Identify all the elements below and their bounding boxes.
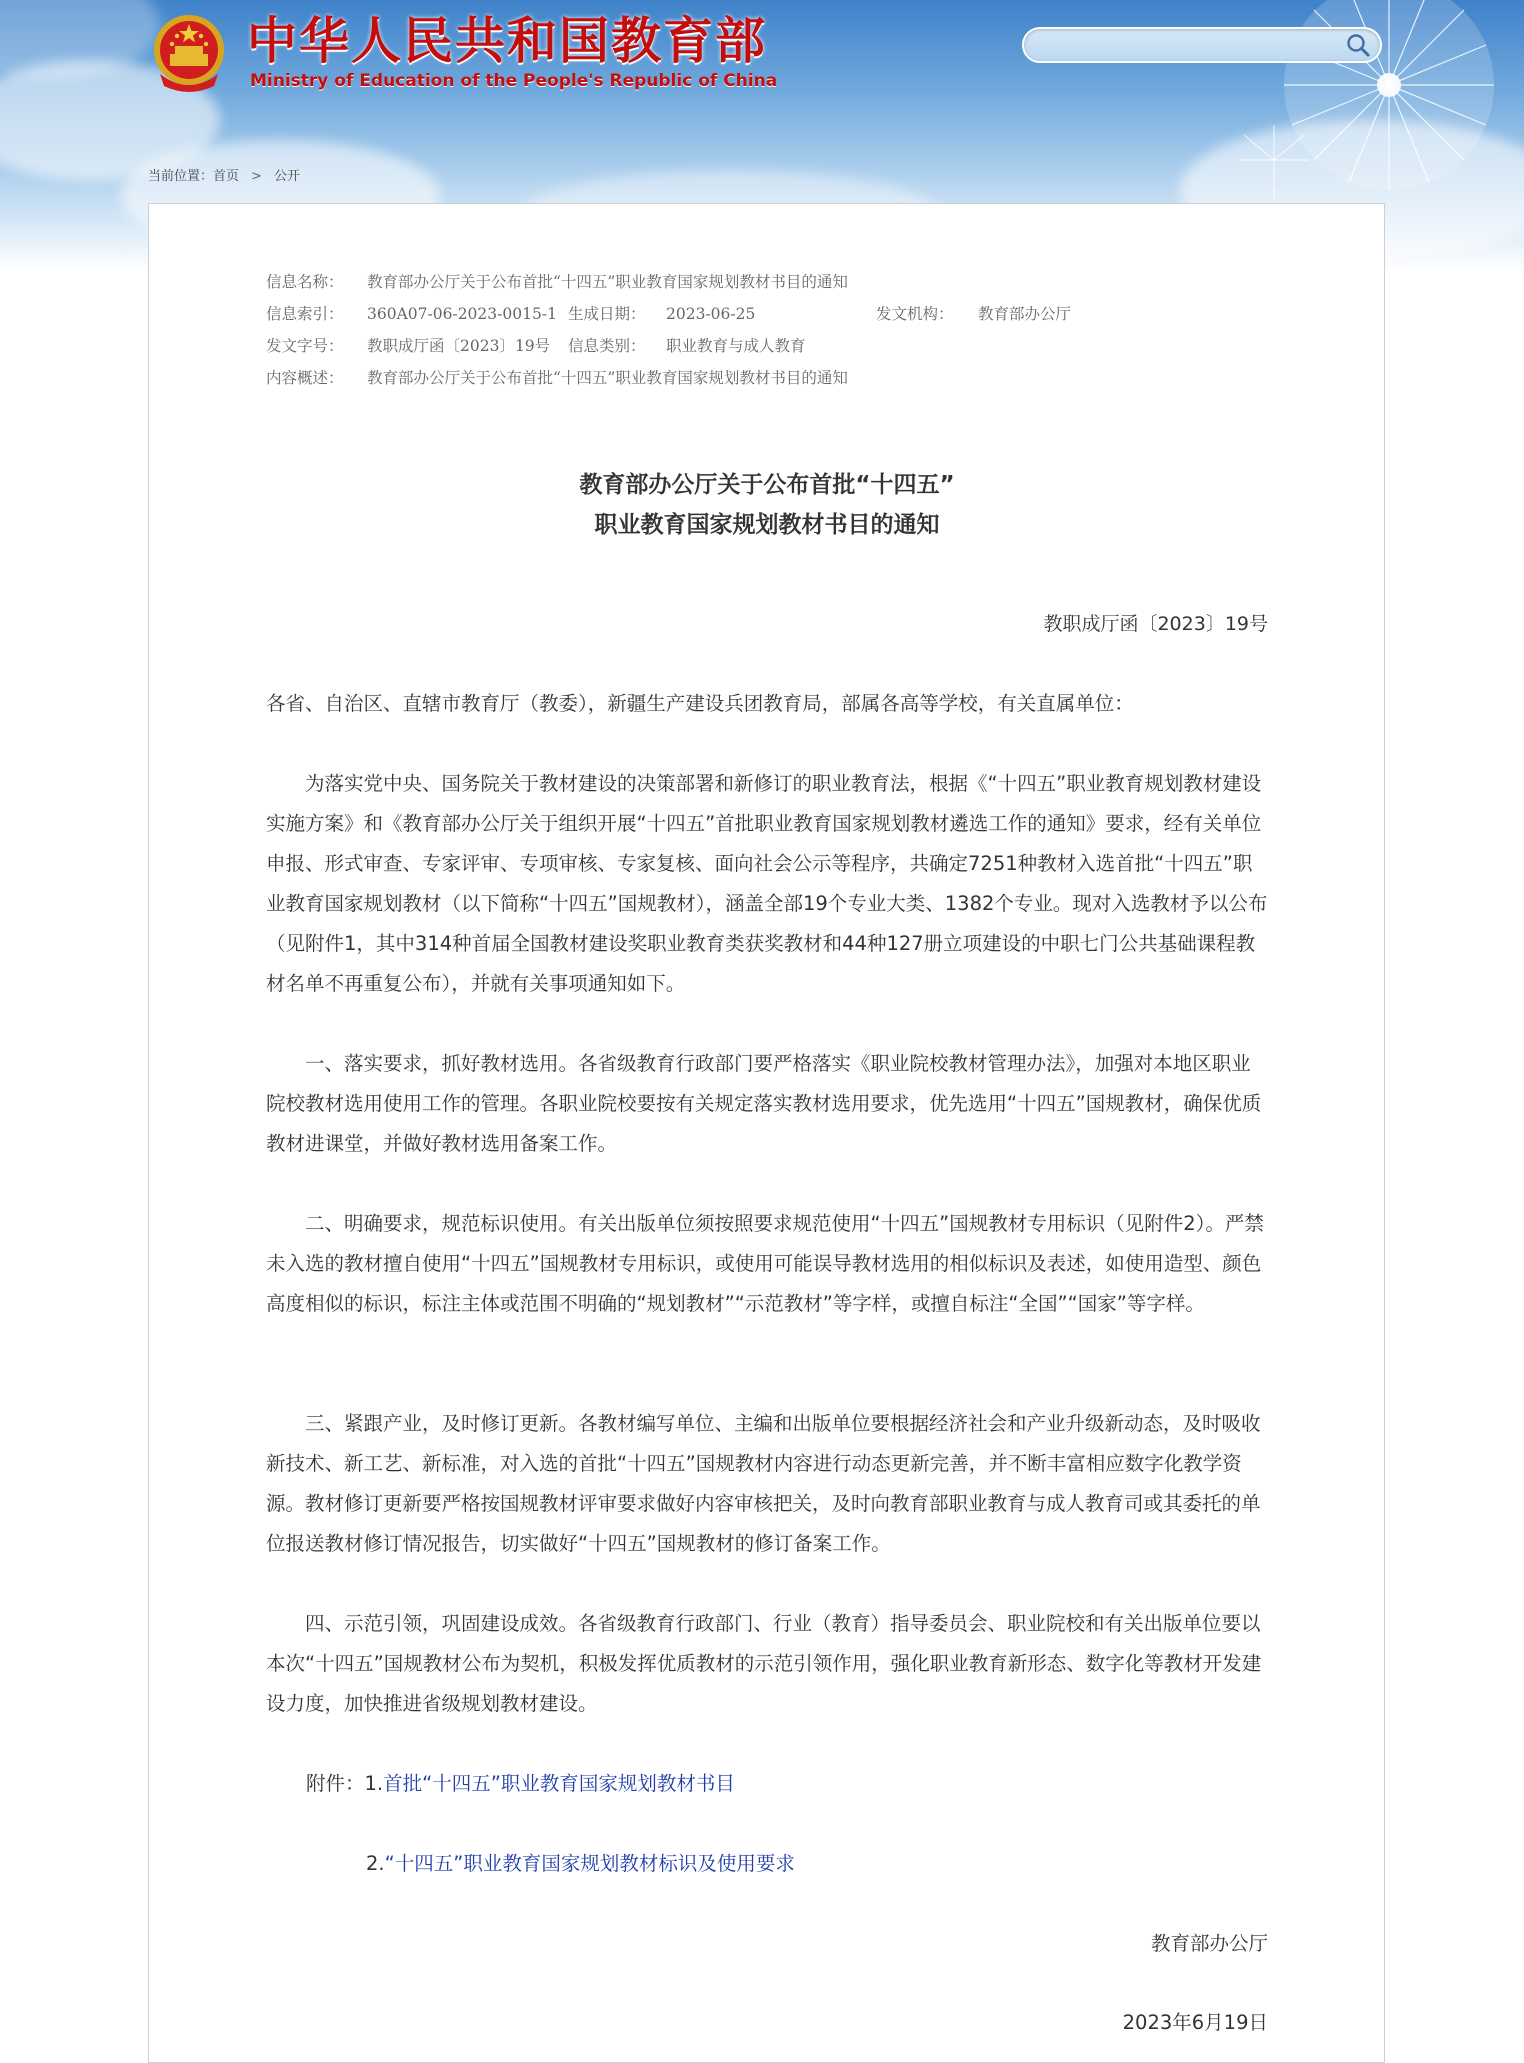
search-icon[interactable]: [1344, 32, 1372, 58]
attachment-link-2[interactable]: “十四五”职业教育国家规划教材标识及使用要求: [384, 1852, 795, 1875]
breadcrumb-prefix: 当前位置：: [148, 169, 214, 184]
article-title-line: 职业教育国家规划教材书目的通知: [594, 512, 940, 538]
issue-date: 2023年6月19日: [1122, 2011, 1268, 2034]
dandelion-seed-icon: [1234, 120, 1314, 200]
paragraph-text: 四、示范引领，巩固建设成效。各省级教育行政部门、行业（教育）指导委员会、职业院校和有关出版单位要以本次“十四五”国规教材公布为契机，积极发挥优质教材的示范引领作用，强化职业教育新形态、数字化等教材开发建设力度，加快推进省级规划教材建设。: [266, 1612, 1262, 1715]
attachments-label: 附件：: [306, 1772, 365, 1795]
meta-value: 教职成厅函〔2023〕19号: [367, 337, 551, 355]
attachment-number: 2.: [366, 1852, 385, 1875]
paragraph: [266, 1204, 1268, 1324]
meta-value: 教育部办公厅关于公布首批“十四五”职业教育国家规划教材书目的通知: [367, 273, 848, 291]
meta-label: 发文字号：: [266, 337, 344, 355]
meta-value: 360A07-06-2023-0015-1: [367, 305, 557, 323]
national-emblem-icon: [150, 12, 228, 94]
meta-label: 信息名称：: [266, 273, 344, 291]
meta-value: 职业教育与成人教育: [666, 337, 806, 355]
meta-label: 发文机构：: [876, 305, 954, 323]
meta-label: 内容概述：: [266, 369, 344, 387]
paragraph-text: 一、落实要求，抓好教材选用。各省级教育行政部门要严格落实《职业院校教材管理办法》，加强对本地区职业院校教材选用使用工作的管理。各职业院校要按有关规定落实教材选用要求，优先选用“十四五”国规教材，确保优质教材进课堂，并做好教材选用备案工作。: [266, 1052, 1262, 1155]
paragraph-text: 二、明确要求，规范标识使用。有关出版单位须按照要求规范使用“十四五”国规教材专用标识（见附件2）。严禁未入选的教材擅自使用“十四五”国规教材专用标识，或使用可能误导教材选用的相似标识及表述，如使用造型、颜色高度相似的标识，标注主体或范围不明确的“规划教材”“示范教材”等字样，或擅自标注“全国”“国家”等字样。: [266, 1212, 1264, 1315]
breadcrumb-separator: >: [251, 169, 262, 184]
search-input[interactable]: [1038, 33, 1332, 59]
meta-row-name: [266, 266, 848, 298]
paragraph: [266, 1404, 1268, 1564]
site-title-en: Ministry of Education of the People's Republic of China: [250, 71, 778, 91]
meta-row-index: [266, 298, 1072, 330]
recipients: [266, 684, 1268, 724]
info-metadata: [266, 266, 1072, 394]
recipients-text: 各省、自治区、直辖市教育厅（教委），新疆生产建设兵团教育局，部属各高等学校，有关直属单位：: [266, 692, 1134, 715]
article-title-line: 教育部办公厅关于公布首批“十四五”: [579, 472, 955, 498]
paragraph: [266, 1604, 1268, 1724]
breadcrumb: [148, 167, 300, 187]
meta-label: 信息索引：: [266, 305, 344, 323]
search-box: [1022, 27, 1382, 63]
site-title-cn: 中华人民共和国教育部: [247, 12, 767, 70]
signature: 教育部办公厅: [1150, 1932, 1268, 1955]
paragraph-text: 三、紧跟产业，及时修订更新。各教材编写单位、主编和出版单位要根据经济社会和产业升级新动态，及时吸收新技术、新工艺、新标准，对入选的首批“十四五”国规教材内容进行动态更新完善，并不断丰富相应数字化教学资源。教材修订更新要严格按国规教材评审要求做好内容审核把关，及时向教育部职业教育与成人教育司或其委托的单位报送教材修订情况报告，切实做好“十四五”国规教材的修订备案工作。: [266, 1412, 1261, 1555]
attachment-number: 1.: [364, 1772, 384, 1795]
attachment-link-1[interactable]: 首批“十四五”职业教育国家规划教材书目: [383, 1772, 735, 1795]
meta-row-docno: [266, 330, 848, 362]
paragraph: [266, 764, 1268, 1004]
meta-label: 信息类别：: [568, 337, 646, 355]
attachment-item: [306, 1764, 735, 1804]
doc-number: 教职成厅函〔2023〕19号: [1043, 613, 1268, 635]
meta-row-summary: [266, 362, 848, 394]
article-title: [266, 465, 1268, 545]
paragraph: [266, 1044, 1268, 1164]
breadcrumb-public-link[interactable]: 公开: [273, 169, 300, 184]
meta-value: 教育部办公厅: [978, 305, 1072, 323]
meta-value: 2023-06-25: [666, 305, 756, 323]
paragraph-text: 为落实党中央、国务院关于教材建设的决策部署和新修订的职业教育法，根据《“十四五”职业教育规划教材建设实施方案》和《教育部办公厅关于组织开展“十四五”首批职业教育国家规划教材遴选工作的通知》要求，经有关单位申报、形式审查、专家评审、专项审核、专家复核、面向社会公示等程序，共确定7251种教材入选首批“十四五”职业教育国家规划教材（以下简称“十四五”国规教材），涵盖全部19个专业大类、1382个专业。现对入选教材予以公布（见附件1，其中314种首届全国教材建设奖职业教育类获奖教材和44种127册立项建设的中职七门公共基础课程教材名单不再重复公布），并就有关事项通知如下。: [266, 772, 1268, 995]
attachment-item: [366, 1844, 795, 1884]
breadcrumb-home-link[interactable]: 首页: [213, 169, 240, 184]
meta-value: 教育部办公厅关于公布首批“十四五”职业教育国家规划教材书目的通知: [367, 369, 848, 387]
meta-label: 生成日期：: [568, 305, 646, 323]
